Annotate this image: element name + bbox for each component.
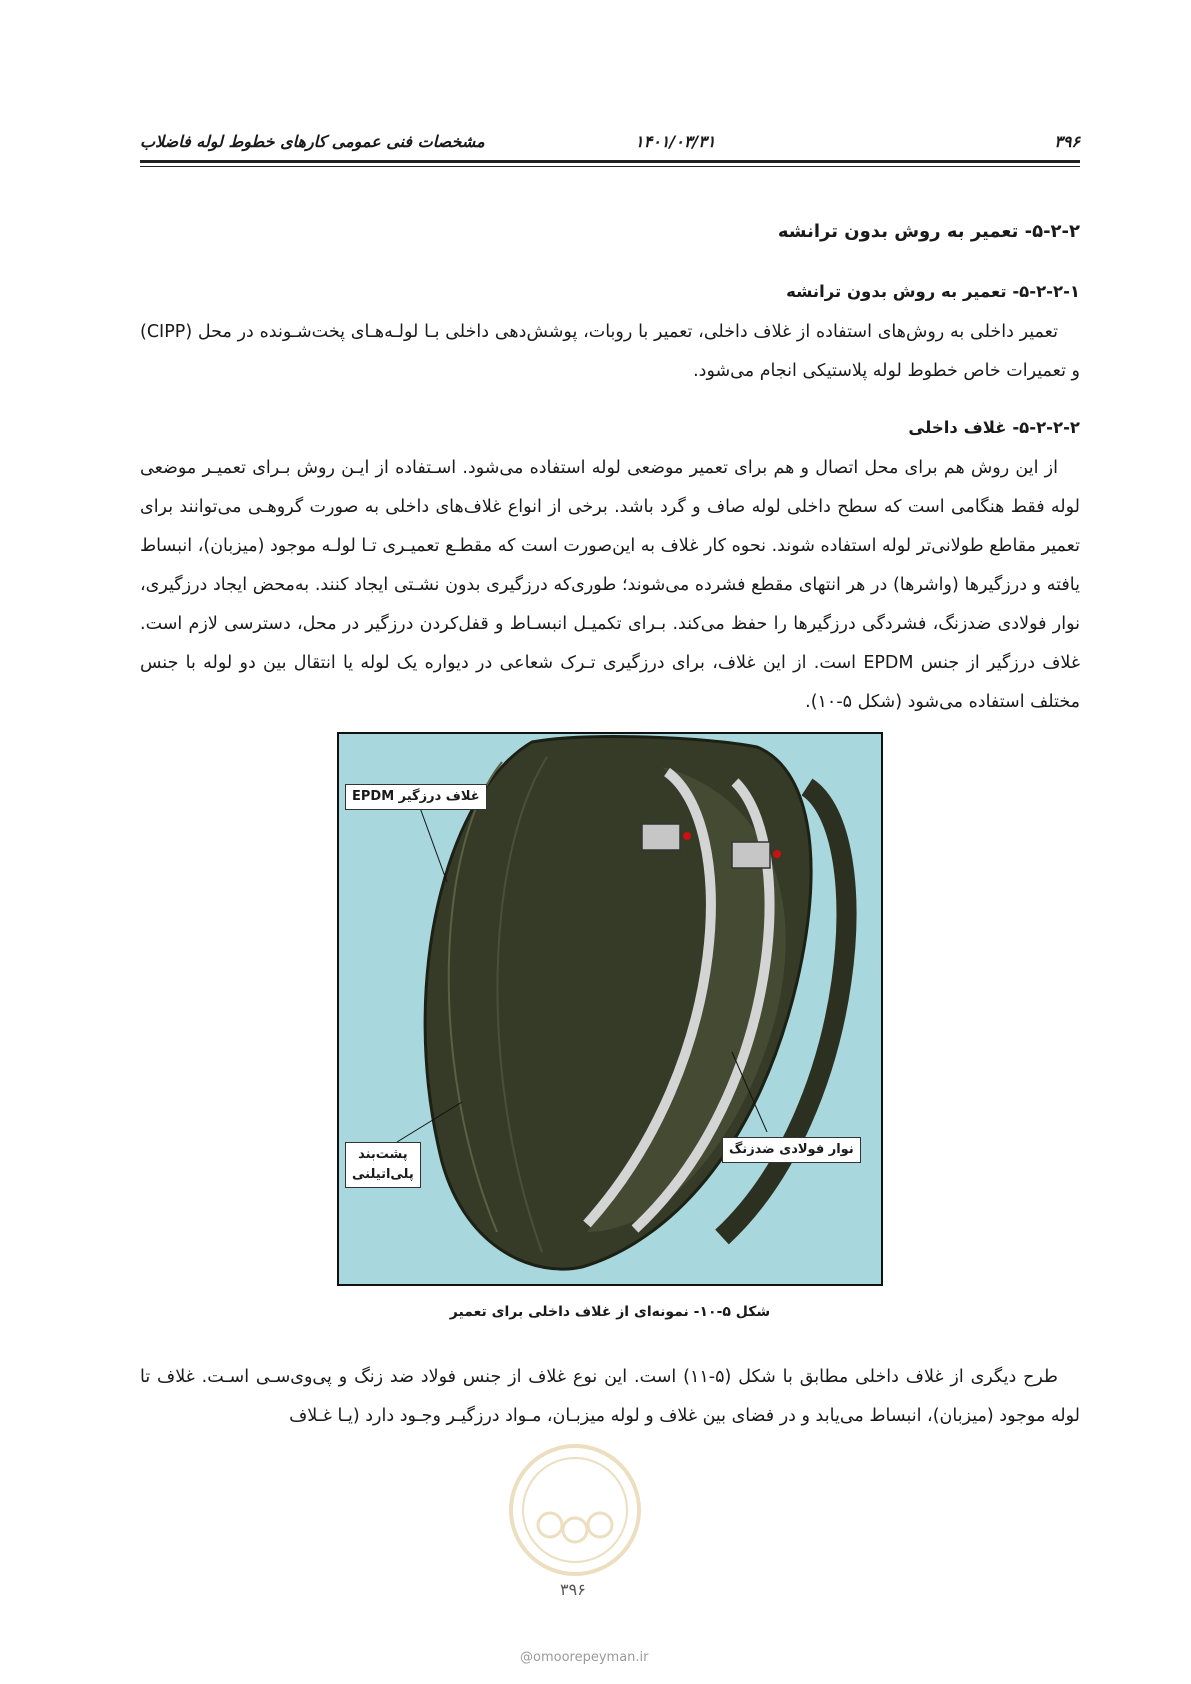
seal-logo-icon [505,1440,645,1580]
subsection-1-heading: ۵-۲-۲-۱- تعمیر به روش بدون ترانشه [786,282,1080,301]
header-title: مشخصات فنی عمومی کارهای خطوط لوله فاضلاب [140,132,485,151]
subsection-2-paragraph: از این روش هم برای محل اتصال و هم برای تعمیر موضعی لوله استفاده می‌شود. اسـتفاده از ایـن روش بـرای تعمیـر موضعی لوله فقط هنگامی است که سطح داخلی لوله صاف و گرد باشد. برخی از انواع غلاف‌های داخلی به صورت گروهـی می‌توانند برای تعمیر مقاطع طولانی‌تر لوله استفاده شوند. نحوه کار غلاف به این‌صورت است که مقطـع تعمیـری تـا لولـه موجود (میزبان)، انبساط یافته و درزگیرها (واشرها) در هر انتهای مقطع فشرده می‌شوند؛ طوری‌که درزگیری بدون نشـتی ایجاد کنند. به‌محض ایجاد درزگیری، نوار فولادی ضدزنگ، فشردگی درزگیرها را حفظ می‌کند. بـرای تکمیـل انبسـاط و قفل‌کردن درزگیر در محل، دسترسی لازم است. غلاف درزگیر از جنس EPDM است. از این غلاف، برای درزگیری تـرک شعاعی در دیواره یک لوله یا انتقال بین دو لوله با جنس مختلف استفاده می‌شود (شکل ۵-۱۰). [140,458,1081,712]
sleeve-illustration [337,732,883,1286]
label-pe-backing-line1: پشت‌بند [358,1147,408,1162]
figure-internal-sleeve [337,732,883,1286]
subsection-1-paragraph: تعمیر داخلی به روش‌های استفاده از غلاف داخلی، تعمیر با روبات، پوشش‌دهی داخلی بـا لولـه‌هـای پخت‌شـونده در محل (CIPP) و تعمیرات خاص خطوط لوله پلاستیکی انجام می‌شود. [140,322,1080,381]
page-content [140,205,1080,1458]
label-pe-backing-line2: پلی‌اتیلنی [352,1167,414,1182]
label-epdm-sleeve: غلاف درزگیر EPDM [345,784,487,810]
page-header [140,128,1080,156]
subsection-2-heading: ۵-۲-۲-۲- غلاف داخلی [908,418,1080,437]
header-page-number: ۳۹۶ [1054,132,1080,151]
header-date: ۱۴۰۱/۰۳/۳۱ [635,132,716,151]
section-heading: ۵-۲-۲- تعمیر به روش بدون ترانشه [777,221,1080,242]
after-figure-paragraph: طرح دیگری از غلاف داخلی مطابق با شکل (۵-۱۱) است. این نوع غلاف از جنس فولاد ضد زنگ و پی‌وی‌سـی اسـت. غلاف تا لوله موجود (میزبان)، انبساط می‌یابد و در فضای بین غلاف و لوله میزبـان، مـواد درزگیـر وجـود دارد (یـا غـلاف [140,1367,1080,1426]
figure-caption: شکل ۵-۱۰- نمونه‌ای از غلاف داخلی برای تعمیر [449,1304,771,1320]
label-pe-backing [345,1142,421,1188]
footer-page-number: ۳۹۶ [560,1580,586,1599]
header-rule-thin [140,166,1080,167]
footer-watermark: @omoorepeyman.ir [520,1650,649,1665]
header-rule-thick [140,160,1080,163]
label-steel-band: نوار فولادی ضدزنگ [722,1137,861,1163]
